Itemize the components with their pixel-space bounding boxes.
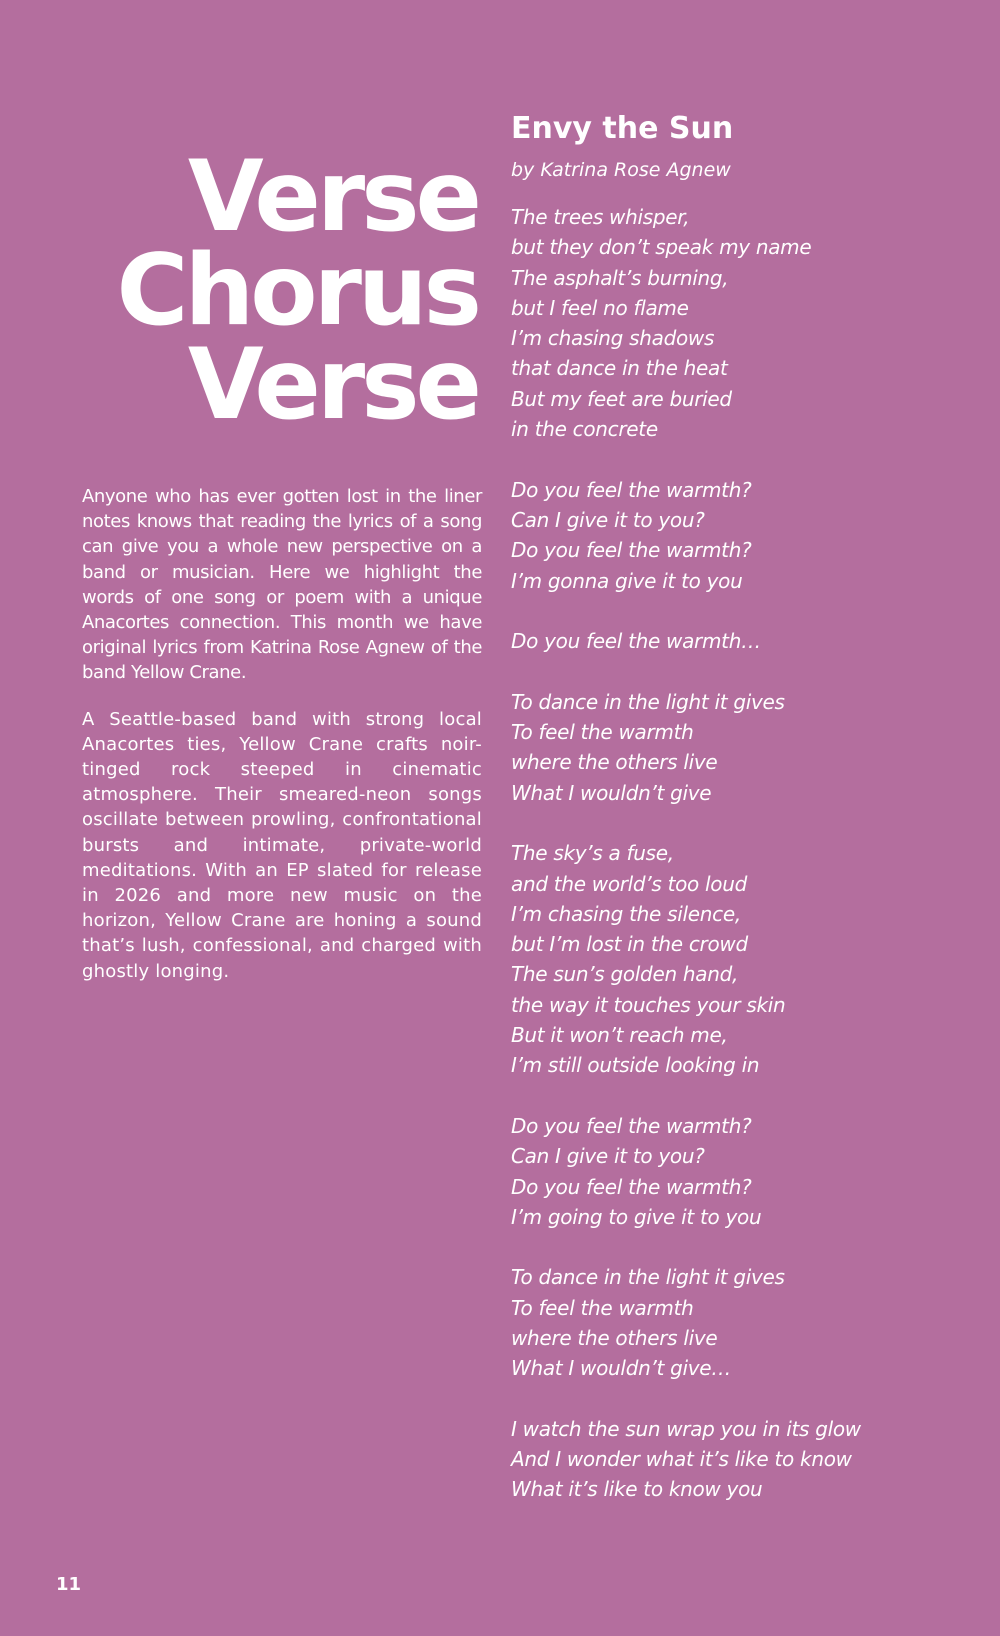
poem-line: The sun’s golden hand, [511, 962, 739, 987]
poem-stanza [511, 475, 981, 596]
poem-line: where the others live [511, 1325, 718, 1350]
poem-line: To feel the warmth [511, 720, 694, 745]
poem-line: Do you feel the warmth? [511, 538, 752, 563]
poem-line: To dance in the light it gives [511, 1265, 785, 1290]
headline-line: Verse [187, 328, 478, 442]
poem-stanza [511, 1262, 981, 1383]
poem-line: Can I give it to you? [511, 1144, 705, 1169]
poem-title: Envy the Sun [511, 111, 734, 146]
poem-line: that dance in the heat [511, 356, 728, 381]
headline-line: Verse [187, 140, 478, 254]
poem-line: in the concrete [511, 417, 658, 442]
poem-line: I’m gonna give it to you [511, 568, 743, 593]
poem-line: where the others live [511, 750, 718, 775]
poem-line: What I wouldn’t give [511, 780, 712, 805]
poem-line: I’m chasing shadows [511, 326, 715, 351]
poem-stanza [511, 1111, 981, 1232]
poem-line: Can I give it to you? [511, 507, 705, 532]
poem-line: And I wonder what it’s like to know [511, 1447, 852, 1472]
band-description-paragraph: A Seattle-based band with strong local Anacortes ties, Yellow Crane crafts noir-tinged rock steeped in cinematic atmosphere. Their smeared-neon songs oscillate between prowling, confrontational bursts and intimate, private-world meditations. With an EP slated for release in 2026 and more new music on the horizon, Yellow Crane are honing a sound that’s lush, confessional, and charged with ghostly longing. [82, 708, 482, 982]
headline-line: Chorus [116, 234, 478, 348]
poem-line: To dance in the light it gives [511, 689, 785, 714]
poem-stanza [511, 1414, 981, 1505]
poem-line: The sky’s a fuse, [511, 841, 674, 866]
poem-line: The asphalt’s burning, [511, 265, 729, 290]
poem-line: To feel the warmth [511, 1295, 694, 1320]
intro-paragraph: Anyone who has ever gotten lost in the liner notes knows that reading the lyrics of a song can give you a whole new perspective on a band or musician. Here we highlight the words of one song or poem with a unique Anacortes connection. This month we have original lyrics from Katrina Rose Agnew of the band Yellow Crane. [82, 486, 482, 684]
poem-line: but I feel no flame [511, 295, 689, 320]
poem-stanza [511, 626, 981, 656]
intro-text [82, 484, 482, 1005]
poem-line: but they don’t speak my name [511, 235, 812, 260]
poem-line: I’m still outside looking in [511, 1053, 760, 1078]
poem-stanza [511, 838, 981, 1080]
poem-line: I watch the sun wrap you in its glow [511, 1416, 861, 1441]
poem-line: The trees whisper, [511, 205, 690, 229]
poem-stanza [511, 202, 981, 444]
poem-line: Do you feel the warmth? [511, 1113, 752, 1138]
poem-line: the way it touches your skin [511, 992, 786, 1017]
page-number: 11 [56, 1574, 82, 1595]
poem-line: I’m chasing the silence, [511, 901, 741, 926]
poem-line: but I’m lost in the crowd [511, 932, 748, 957]
poem-line: Do you feel the warmth? [511, 1174, 752, 1199]
poem-stanzas [511, 202, 981, 1505]
poem-line: What I wouldn’t give… [511, 1356, 732, 1381]
poem-line: But it won’t reach me, [511, 1023, 728, 1048]
poem-stanza [511, 687, 981, 808]
poem-line: Do you feel the warmth… [511, 629, 761, 654]
poem-line: I’m going to give it to you [511, 1204, 762, 1229]
feature-headline [116, 140, 478, 442]
poem-line: What it’s like to know you [511, 1477, 763, 1502]
poem [511, 106, 981, 1535]
poem-line: But my feet are buried [511, 386, 732, 411]
poem-line: Do you feel the warmth? [511, 477, 752, 502]
poem-author: by Katrina Rose Agnew [511, 159, 731, 181]
poem-line: and the world’s too loud [511, 871, 748, 896]
